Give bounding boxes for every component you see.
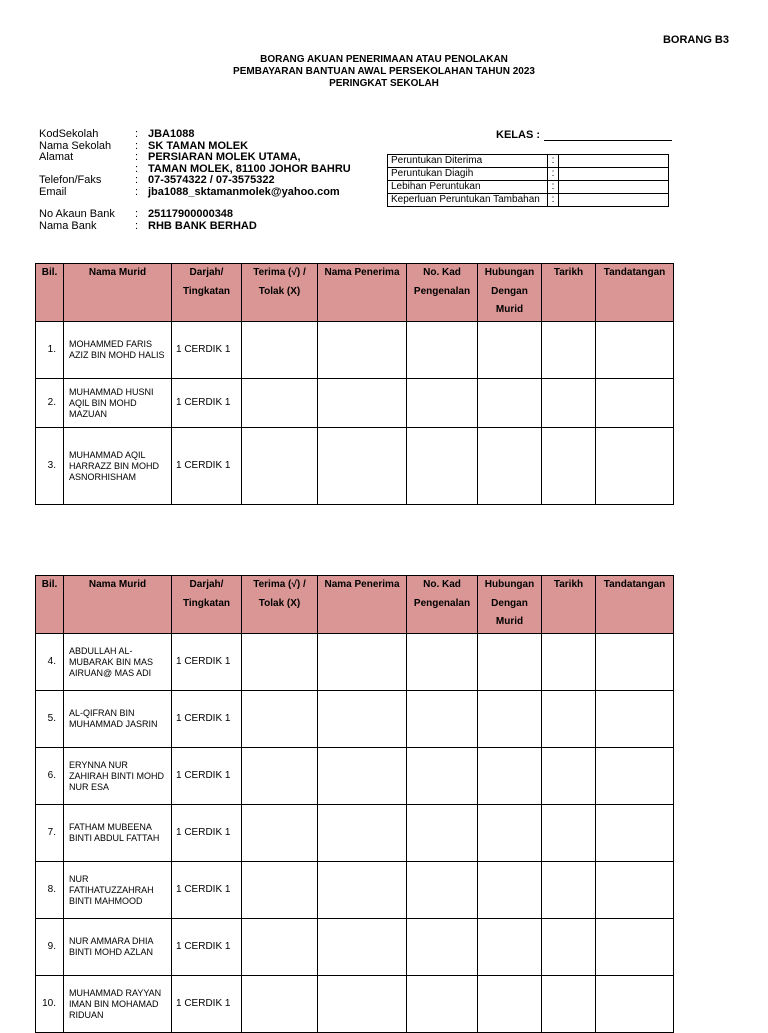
school-name-value: SK TAMAN MOLEK xyxy=(148,139,249,152)
allocation-row xyxy=(388,194,669,207)
relationship-cell[interactable] xyxy=(478,428,542,505)
signature-cell[interactable] xyxy=(596,428,674,505)
title-line-2: PEMBAYARAN BANTUAN AWAL PERSEKOLAHAN TAHUN 2023 xyxy=(233,66,535,77)
recipient-name-cell[interactable] xyxy=(318,428,407,505)
col-bil: Bil. xyxy=(36,576,64,634)
signature-cell[interactable] xyxy=(596,634,674,691)
row-number: 4. xyxy=(36,634,64,691)
ic-number-cell[interactable] xyxy=(407,379,478,428)
table-row xyxy=(36,862,674,919)
recipient-name-cell[interactable] xyxy=(318,691,407,748)
ic-number-cell[interactable] xyxy=(407,862,478,919)
col-nama-murid: Nama Murid xyxy=(64,264,172,322)
row-number: 6. xyxy=(36,748,64,805)
student-table-2 xyxy=(35,575,674,1033)
bank-name-label: Nama Bank xyxy=(39,219,97,232)
signature-cell[interactable] xyxy=(596,862,674,919)
phone-row xyxy=(39,175,351,187)
allocation-label: Keperluan Peruntukan Tambahan xyxy=(388,194,548,207)
table-row xyxy=(36,428,674,505)
colon: : xyxy=(135,162,139,175)
allocation-table xyxy=(387,154,669,207)
allocation-row xyxy=(388,168,669,181)
table-row xyxy=(36,691,674,748)
student-name: ERYNNA NUR ZAHIRAH BINTI MOHD NUR ESA xyxy=(64,748,172,805)
accept-reject-cell[interactable] xyxy=(242,805,318,862)
school-name-label: Nama Sekolah xyxy=(39,139,112,152)
row-number: 5. xyxy=(36,691,64,748)
title-line-3: PERINGKAT SEKOLAH xyxy=(329,78,439,89)
col-nama-penerima: Nama Penerima xyxy=(318,264,407,322)
student-class: 1 CERDIK 1 xyxy=(172,805,242,862)
colon: : xyxy=(135,128,139,140)
relationship-cell[interactable] xyxy=(478,634,542,691)
row-number: 2. xyxy=(36,379,64,428)
title-line-1: BORANG AKUAN PENERIMAAN ATAU PENOLAKAN xyxy=(260,54,508,65)
colon: : xyxy=(135,174,139,186)
col-nama-murid: Nama Murid xyxy=(64,576,172,634)
date-cell[interactable] xyxy=(542,322,596,379)
recipient-name-cell[interactable] xyxy=(318,862,407,919)
signature-cell[interactable] xyxy=(596,322,674,379)
row-number: 7. xyxy=(36,805,64,862)
student-name: NUR AMMARA DHIA BINTI MOHD AZLAN xyxy=(64,919,172,976)
recipient-name-cell[interactable] xyxy=(318,919,407,976)
phone-value: 07-3574322 / 07-3575322 xyxy=(148,174,275,186)
student-class: 1 CERDIK 1 xyxy=(172,322,242,379)
school-info xyxy=(39,129,351,232)
recipient-name-cell[interactable] xyxy=(318,805,407,862)
row-number: 9. xyxy=(36,919,64,976)
accept-reject-cell[interactable] xyxy=(242,379,318,428)
allocation-colon: : xyxy=(548,168,559,181)
recipient-name-cell[interactable] xyxy=(318,322,407,379)
bank-name-value: RHB BANK BERHAD xyxy=(148,219,257,232)
recipient-name-cell[interactable] xyxy=(318,379,407,428)
colon: : xyxy=(135,208,139,220)
relationship-cell[interactable] xyxy=(478,919,542,976)
accept-reject-cell[interactable] xyxy=(242,322,318,379)
ic-number-cell[interactable] xyxy=(407,634,478,691)
table-row xyxy=(36,805,674,862)
col-hubungan: Hubungan Dengan Murid xyxy=(478,264,542,322)
relationship-cell[interactable] xyxy=(478,379,542,428)
school-code-label: KodSekolah xyxy=(39,128,99,140)
student-name: FATHAM MUBEENA BINTI ABDUL FATTAH xyxy=(64,805,172,862)
colon: : xyxy=(135,185,139,198)
accept-reject-cell[interactable] xyxy=(242,428,318,505)
form-code: BORANG B3 xyxy=(662,34,729,46)
signature-cell[interactable] xyxy=(596,691,674,748)
address-line-2: TAMAN MOLEK, 81100 JOHOR BAHRU xyxy=(148,162,351,175)
signature-cell[interactable] xyxy=(596,748,674,805)
student-name: MUHAMMAD RAYYAN IMAN BIN MOHAMAD RIDUAN xyxy=(64,976,172,1033)
col-darjah: Darjah/ Tingkatan xyxy=(172,264,242,322)
address-row xyxy=(39,152,351,164)
ic-number-cell[interactable] xyxy=(407,428,478,505)
bank-account-label: No Akaun Bank xyxy=(39,208,115,220)
date-cell[interactable] xyxy=(542,919,596,976)
student-class: 1 CERDIK 1 xyxy=(172,634,242,691)
row-number: 10. xyxy=(36,976,64,1033)
col-tarikh: Tarikh xyxy=(542,264,596,322)
student-class: 1 CERDIK 1 xyxy=(172,748,242,805)
ic-number-cell[interactable] xyxy=(407,748,478,805)
table-row xyxy=(36,322,674,379)
student-class: 1 CERDIK 1 xyxy=(172,691,242,748)
row-number: 1. xyxy=(36,322,64,379)
signature-cell[interactable] xyxy=(596,379,674,428)
ic-number-cell[interactable] xyxy=(407,919,478,976)
address-label: Alamat xyxy=(39,151,74,163)
table-header-row xyxy=(36,576,674,634)
date-cell[interactable] xyxy=(542,862,596,919)
col-hubungan: Hubungan Dengan Murid xyxy=(478,576,542,634)
class-field xyxy=(496,129,672,141)
allocation-row xyxy=(388,155,669,168)
date-cell[interactable] xyxy=(542,379,596,428)
student-name: MUHAMMAD AQIL HARRAZZ BIN MOHD ASNORHISHAM xyxy=(64,428,172,505)
row-number: 8. xyxy=(36,862,64,919)
accept-reject-cell[interactable] xyxy=(242,919,318,976)
allocation-label: Lebihan Peruntukan xyxy=(388,181,548,194)
allocation-value-field[interactable] xyxy=(559,181,669,194)
student-table-1 xyxy=(35,263,674,505)
date-cell[interactable] xyxy=(542,805,596,862)
signature-cell[interactable] xyxy=(596,805,674,862)
allocation-colon: : xyxy=(548,155,559,168)
colon: : xyxy=(135,139,139,152)
row-number: 3. xyxy=(36,428,64,505)
date-cell[interactable] xyxy=(542,748,596,805)
table-header-row xyxy=(36,264,674,322)
table-row xyxy=(36,748,674,805)
col-nama-penerima: Nama Penerima xyxy=(318,576,407,634)
class-input-line[interactable] xyxy=(544,131,672,141)
allocation-colon: : xyxy=(548,181,559,194)
col-darjah: Darjah/ Tingkatan xyxy=(172,576,242,634)
allocation-value-field[interactable] xyxy=(559,155,669,168)
class-label: KELAS : xyxy=(496,129,540,141)
relationship-cell[interactable] xyxy=(478,691,542,748)
col-bil: Bil. xyxy=(36,264,64,322)
col-no-kad: No. Kad Pengenalan xyxy=(407,264,478,322)
table-row xyxy=(36,634,674,691)
col-no-kad: No. Kad Pengenalan xyxy=(407,576,478,634)
colon: : xyxy=(135,151,139,163)
email-label: Email xyxy=(39,185,67,198)
ic-number-cell[interactable] xyxy=(407,322,478,379)
colon: : xyxy=(135,219,139,232)
ic-number-cell[interactable] xyxy=(407,691,478,748)
accept-reject-cell[interactable] xyxy=(242,691,318,748)
accept-reject-cell[interactable] xyxy=(242,748,318,805)
school-code-row xyxy=(39,129,351,141)
col-terima-tolak: Terima (√) / Tolak (X) xyxy=(242,576,318,634)
student-name: MUHAMMAD HUSNI AQIL BIN MOHD MAZUAN xyxy=(64,379,172,428)
col-tarikh: Tarikh xyxy=(542,576,596,634)
bank-account-value: 25117900000348 xyxy=(148,208,234,220)
email-row xyxy=(39,187,351,199)
ic-number-cell[interactable] xyxy=(407,805,478,862)
bank-name-row xyxy=(39,221,351,233)
allocation-label: Peruntukan Diterima xyxy=(388,155,548,168)
student-name: AL-QIFRAN BIN MUHAMMAD JASRIN xyxy=(64,691,172,748)
table-row xyxy=(36,379,674,428)
address-line-1: PERSIARAN MOLEK UTAMA, xyxy=(148,151,301,163)
relationship-cell[interactable] xyxy=(478,862,542,919)
col-tandatangan: Tandatangan xyxy=(596,264,674,322)
allocation-colon: : xyxy=(548,194,559,207)
student-class: 1 CERDIK 1 xyxy=(172,379,242,428)
student-name: MOHAMMED FARIS AZIZ BIN MOHD HALIS xyxy=(64,322,172,379)
email-value: jba1088_sktamanmolek@yahoo.com xyxy=(148,185,340,198)
relationship-cell[interactable] xyxy=(478,748,542,805)
allocation-label: Peruntukan Diagih xyxy=(388,168,548,181)
signature-cell[interactable] xyxy=(596,919,674,976)
student-class: 1 CERDIK 1 xyxy=(172,976,242,1033)
date-cell[interactable] xyxy=(542,428,596,505)
relationship-cell[interactable] xyxy=(478,322,542,379)
student-name: NUR FATIHATUZZAHRAH BINTI MAHMOOD xyxy=(64,862,172,919)
accept-reject-cell[interactable] xyxy=(242,634,318,691)
bank-account-row xyxy=(39,209,351,221)
recipient-name-cell[interactable] xyxy=(318,634,407,691)
date-cell[interactable] xyxy=(542,634,596,691)
student-class: 1 CERDIK 1 xyxy=(172,428,242,505)
col-terima-tolak: Terima (√) / Tolak (X) xyxy=(242,264,318,322)
student-class: 1 CERDIK 1 xyxy=(172,862,242,919)
allocation-value-field[interactable] xyxy=(559,168,669,181)
table-row xyxy=(36,919,674,976)
col-tandatangan: Tandatangan xyxy=(596,576,674,634)
student-class: 1 CERDIK 1 xyxy=(172,919,242,976)
school-code-value: JBA1088 xyxy=(148,128,195,140)
allocation-value-field[interactable] xyxy=(559,194,669,207)
accept-reject-cell[interactable] xyxy=(242,862,318,919)
recipient-name-cell[interactable] xyxy=(318,748,407,805)
allocation-row xyxy=(388,181,669,194)
phone-label: Telefon/Faks xyxy=(39,174,102,186)
student-name: ABDULLAH AL-MUBARAK BIN MAS AIRUAN@ MAS ADI xyxy=(64,634,172,691)
form-title xyxy=(0,54,768,90)
date-cell[interactable] xyxy=(542,691,596,748)
relationship-cell[interactable] xyxy=(478,805,542,862)
